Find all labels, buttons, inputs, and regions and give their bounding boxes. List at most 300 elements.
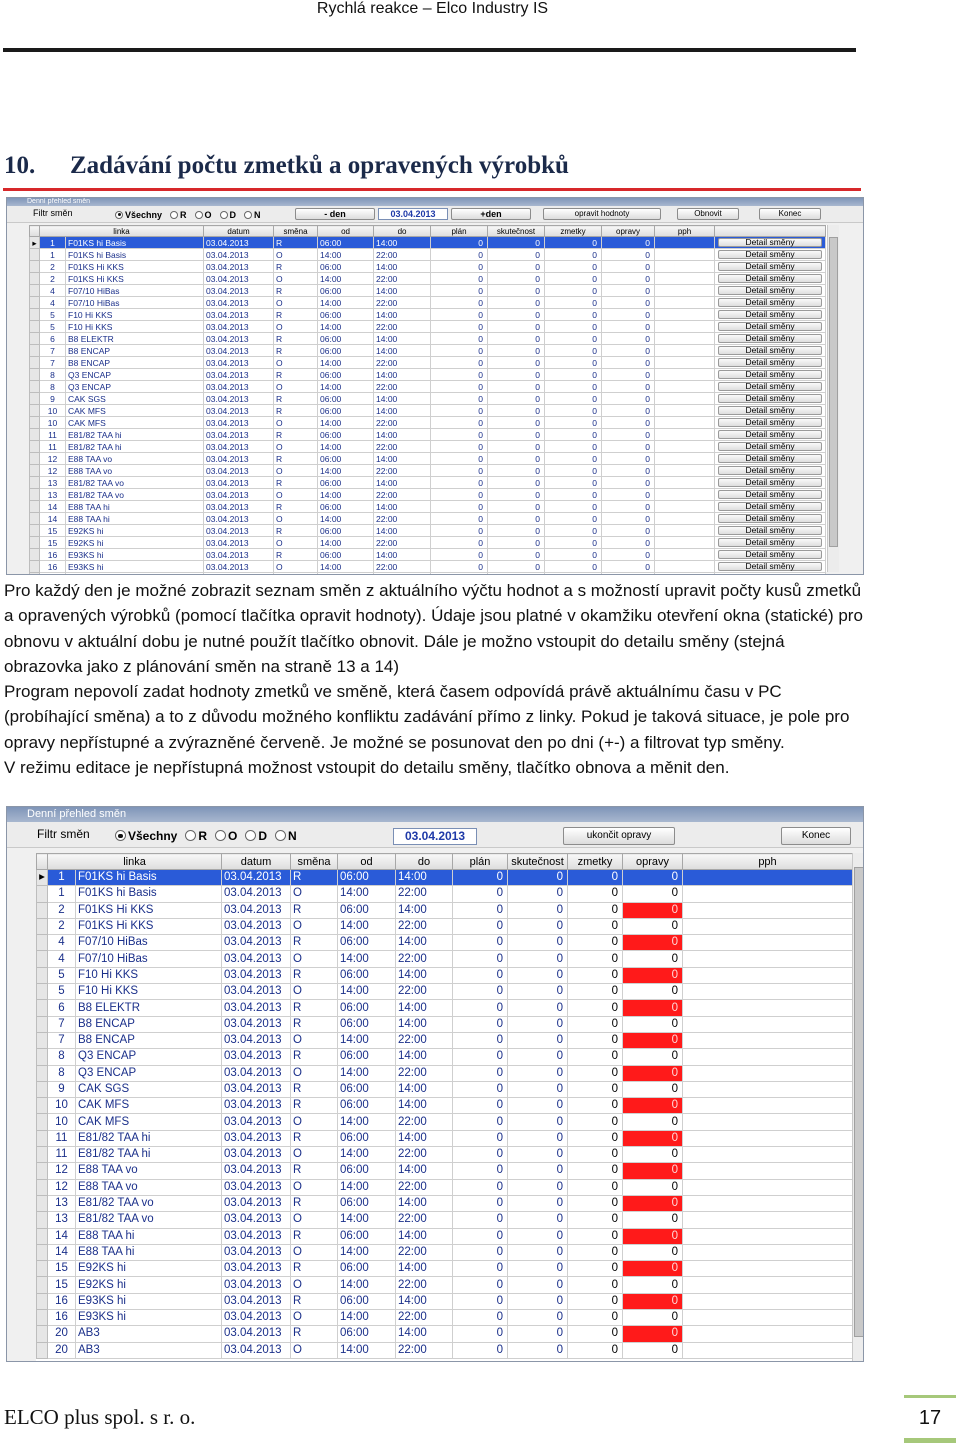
cell-opravy: 0 <box>602 261 655 273</box>
body-text <box>4 578 864 780</box>
cell-linka: E88 TAA vo <box>66 465 204 477</box>
row-indicator-header <box>30 226 40 237</box>
table-row[interactable] <box>37 1293 853 1309</box>
detail-button[interactable]: Detail směny <box>718 262 822 271</box>
radio-circle-icon <box>195 211 203 219</box>
cell-od: 14:00 <box>338 1212 396 1228</box>
cell-linka-no: 1 <box>48 870 76 886</box>
detail-button[interactable]: Detail směny <box>718 478 822 487</box>
scrap-input[interactable]: 0 <box>568 1130 623 1146</box>
cell-od: 06:00 <box>338 1130 396 1146</box>
cell-datum: 03.04.2013 <box>222 1098 291 1114</box>
column-header[interactable]: zmetky <box>545 226 602 237</box>
cell-datum: 03.04.2013 <box>222 935 291 951</box>
cell-do: 14:00 <box>396 1228 453 1244</box>
repairs-input-locked: 0 <box>623 1098 683 1114</box>
table-row[interactable] <box>30 537 826 549</box>
table-row[interactable] <box>30 333 826 345</box>
table-row[interactable] <box>30 297 826 309</box>
scrap-input[interactable]: 0 <box>568 1228 623 1244</box>
table-row[interactable] <box>37 984 853 1000</box>
table-row[interactable] <box>30 381 826 393</box>
table-row[interactable] <box>30 285 826 297</box>
cell-pph <box>683 1212 853 1228</box>
column-header[interactable]: pph <box>683 854 853 870</box>
cell-smena: R <box>274 405 318 417</box>
app-window-edit-mode <box>6 806 864 1362</box>
repairs-input[interactable]: 0 <box>623 1310 683 1326</box>
cell-pph <box>683 886 853 902</box>
detail-button[interactable]: Detail směny <box>718 298 822 307</box>
scrap-input[interactable]: 0 <box>568 902 623 918</box>
column-header[interactable]: od <box>338 854 396 870</box>
cell-linka: F10 Hi KKS <box>76 967 222 983</box>
scrap-input[interactable]: 0 <box>568 1244 623 1260</box>
table-row[interactable] <box>30 393 826 405</box>
column-header[interactable]: datum <box>222 854 291 870</box>
cell-pph <box>683 1244 853 1260</box>
column-header[interactable]: skutečnost <box>488 226 545 237</box>
table-row[interactable] <box>37 1244 853 1260</box>
cell-od: 06:00 <box>338 1098 396 1114</box>
repairs-input[interactable]: 0 <box>623 1342 683 1358</box>
cell-skutecnost: 0 <box>508 1261 568 1277</box>
cell-zmetky: 0 <box>545 297 602 309</box>
table-row[interactable] <box>37 1212 853 1228</box>
cell-datum: 03.04.2013 <box>222 1310 291 1326</box>
table-row[interactable] <box>37 1179 853 1195</box>
table-row[interactable] <box>37 1228 853 1244</box>
cell-od: 14:00 <box>318 441 374 453</box>
detail-button[interactable]: Detail směny <box>718 394 822 403</box>
radio-label: R <box>198 828 208 843</box>
table-row[interactable] <box>30 261 826 273</box>
cell-skutecnost: 0 <box>488 417 545 429</box>
table-row[interactable] <box>37 902 853 918</box>
scrap-input[interactable]: 0 <box>568 1098 623 1114</box>
scrap-input[interactable]: 0 <box>568 1081 623 1097</box>
scrap-input[interactable]: 0 <box>568 1261 623 1277</box>
cell-od: 06:00 <box>318 525 374 537</box>
table-row[interactable] <box>37 1081 853 1097</box>
scrap-input[interactable]: 0 <box>568 918 623 934</box>
column-header[interactable]: datum <box>204 226 274 237</box>
table-row[interactable] <box>37 918 853 934</box>
scrap-input[interactable]: 0 <box>568 1016 623 1032</box>
detail-button-cell <box>715 345 826 357</box>
radio-label: D <box>258 828 268 843</box>
repairs-input[interactable]: 0 <box>623 951 683 967</box>
next-day-button[interactable]: +den <box>451 208 531 220</box>
table-row[interactable] <box>37 1000 853 1016</box>
cell-zmetky: 0 <box>545 525 602 537</box>
table-row[interactable] <box>30 525 826 537</box>
edit-values-button[interactable]: opravit hodnoty <box>543 208 661 220</box>
scrap-input[interactable]: 0 <box>568 1163 623 1179</box>
cell-do: 22:00 <box>396 1147 453 1163</box>
row-indicator <box>30 249 40 261</box>
scrap-input[interactable]: 0 <box>568 1277 623 1293</box>
cell-smena: R <box>291 1130 338 1146</box>
cell-do: 14:00 <box>396 1293 453 1309</box>
scrap-input[interactable]: 0 <box>568 1114 623 1130</box>
scrap-input[interactable]: 0 <box>568 1000 623 1016</box>
detail-button[interactable]: Detail směny <box>718 538 822 547</box>
close-button[interactable]: Konec <box>781 827 851 845</box>
cell-plan: 0 <box>431 501 488 513</box>
cell-linka: F01KS hi Basis <box>66 237 204 249</box>
column-header[interactable]: směna <box>274 226 318 237</box>
cell-smena: R <box>291 1228 338 1244</box>
scrap-input[interactable]: 0 <box>568 1342 623 1358</box>
table-row[interactable] <box>37 1114 853 1130</box>
row-indicator <box>30 429 40 441</box>
column-header[interactable]: do <box>396 854 453 870</box>
column-header[interactable]: zmetky <box>568 854 623 870</box>
cell-skutecnost: 0 <box>488 333 545 345</box>
cell-linka: CAK MFS <box>66 417 204 429</box>
table-row[interactable] <box>37 1130 853 1146</box>
scrap-input[interactable]: 0 <box>568 1065 623 1081</box>
cell-linka: E92KS hi <box>66 537 204 549</box>
shift-filter-radio[interactable] <box>170 209 195 220</box>
cell-plan: 0 <box>453 1049 508 1065</box>
table-row[interactable] <box>30 549 826 561</box>
table-row[interactable] <box>37 870 853 886</box>
table-row[interactable] <box>30 321 826 333</box>
cell-smena: R <box>274 237 318 249</box>
radio-circle-icon <box>170 211 178 219</box>
date-field[interactable]: 03.04.2013 <box>378 208 448 220</box>
scrap-input[interactable]: 0 <box>568 951 623 967</box>
vertical-scrollbar[interactable] <box>852 853 864 1361</box>
cell-datum: 03.04.2013 <box>222 1277 291 1293</box>
repairs-input[interactable]: 0 <box>623 1179 683 1195</box>
shift-filter-radio[interactable] <box>115 209 170 220</box>
table-row[interactable] <box>37 1326 853 1342</box>
repairs-input[interactable]: 0 <box>623 984 683 1000</box>
scrap-input[interactable]: 0 <box>568 870 623 886</box>
table-row[interactable] <box>30 369 826 381</box>
repairs-input[interactable]: 0 <box>623 1244 683 1260</box>
detail-button[interactable]: Detail směny <box>718 358 822 367</box>
table-row[interactable] <box>37 1342 853 1358</box>
cell-pph <box>655 333 715 345</box>
column-header[interactable]: opravy <box>602 226 655 237</box>
detail-button[interactable]: Detail směny <box>718 286 822 295</box>
cell-linka-no: 4 <box>40 297 66 309</box>
column-header[interactable]: plán <box>431 226 488 237</box>
column-header[interactable]: opravy <box>623 854 683 870</box>
cell-od: 14:00 <box>318 513 374 525</box>
cell-do: 14:00 <box>374 285 431 297</box>
close-button[interactable]: Konec <box>759 208 821 220</box>
cell-linka-no: 20 <box>48 1342 76 1358</box>
scrap-input[interactable]: 0 <box>568 1147 623 1163</box>
detail-button[interactable]: Detail směny <box>718 502 822 511</box>
cell-plan: 0 <box>431 393 488 405</box>
cell-datum: 03.04.2013 <box>204 501 274 513</box>
detail-button[interactable]: Detail směny <box>718 562 822 571</box>
cell-skutecnost: 0 <box>508 935 568 951</box>
column-header[interactable]: do <box>374 226 431 237</box>
repairs-input[interactable]: 0 <box>623 1081 683 1097</box>
detail-button-cell <box>715 333 826 345</box>
cell-do: 14:00 <box>396 967 453 983</box>
cell-od: 06:00 <box>338 1000 396 1016</box>
detail-button[interactable]: Detail směny <box>718 310 822 319</box>
refresh-button[interactable]: Obnovit <box>677 208 739 220</box>
detail-button[interactable]: Detail směny <box>718 466 822 475</box>
scrap-input[interactable]: 0 <box>568 967 623 983</box>
table-row[interactable] <box>37 1261 853 1277</box>
column-header[interactable]: plán <box>453 854 508 870</box>
table-row[interactable] <box>37 1147 853 1163</box>
scrap-input[interactable]: 0 <box>568 1212 623 1228</box>
detail-button-cell <box>715 273 826 285</box>
table-row[interactable] <box>37 935 853 951</box>
repairs-input[interactable]: 0 <box>623 918 683 934</box>
scrap-input[interactable]: 0 <box>568 1049 623 1065</box>
table-row[interactable] <box>37 1277 853 1293</box>
cell-linka: Q3 ENCAP <box>76 1049 222 1065</box>
cell-smena: O <box>291 984 338 1000</box>
cell-od: 14:00 <box>338 918 396 934</box>
column-header[interactable]: linka <box>40 226 204 237</box>
cell-do: 22:00 <box>374 441 431 453</box>
row-indicator <box>30 453 40 465</box>
cell-datum: 03.04.2013 <box>204 417 274 429</box>
shift-filter-radio[interactable] <box>220 209 245 220</box>
cell-datum: 03.04.2013 <box>204 285 274 297</box>
finish-edit-button[interactable]: ukončit opravy <box>563 827 675 845</box>
shift-table <box>29 225 826 575</box>
detail-button[interactable]: Detail směny <box>718 274 822 283</box>
cell-plan: 0 <box>431 237 488 249</box>
cell-od: 14:00 <box>338 951 396 967</box>
detail-button[interactable] <box>718 574 822 575</box>
table-row[interactable] <box>37 1016 853 1032</box>
vertical-scrollbar[interactable] <box>827 225 839 572</box>
row-indicator <box>37 1000 48 1016</box>
shift-filter-radio[interactable] <box>245 828 275 843</box>
cell-skutecnost: 0 <box>488 321 545 333</box>
cell-linka-no: 12 <box>40 453 66 465</box>
cell-linka-no: 11 <box>40 429 66 441</box>
scrap-input[interactable]: 0 <box>568 1195 623 1211</box>
detail-button[interactable]: Detail směny <box>718 490 822 499</box>
cell-od: 06:00 <box>338 1049 396 1065</box>
scrap-input[interactable]: 0 <box>568 1293 623 1309</box>
shift-grid <box>36 853 864 1361</box>
cell-skutecnost: 0 <box>488 369 545 381</box>
table-row[interactable] <box>30 561 826 573</box>
detail-button[interactable]: Detail směny <box>718 346 822 355</box>
cell-linka-no: 5 <box>40 321 66 333</box>
repairs-input[interactable]: 0 <box>623 1114 683 1130</box>
cell-smena: R <box>274 369 318 381</box>
table-row[interactable] <box>37 1195 853 1211</box>
cell-od: 06:00 <box>338 1326 396 1342</box>
table-row[interactable] <box>30 573 826 576</box>
cell-pph <box>655 441 715 453</box>
table-row[interactable] <box>30 513 826 525</box>
repairs-input[interactable]: 0 <box>623 1277 683 1293</box>
radio-label: D <box>229 209 237 220</box>
cell-pph <box>655 489 715 501</box>
paragraph-1: Pro každý den je možné zobrazit seznam směn z aktuálního výčtu hodnot a s možností upravit počty kusů zmetků a opravených výrobků (pomocí tlačítka opravit hodnoty). Údaje jsou platné v okamžiku otevření okna (statické) pro obnovu v aktuální dobu je nutné použít tlačítko obnovit. Dále je možno vstoupit do detailu směny (stejná obrazovka jako z plánování směn na straně 13 a 14) <box>4 581 863 676</box>
row-indicator-header <box>37 854 48 870</box>
cell-od: 14:00 <box>318 321 374 333</box>
cell-pph <box>683 935 853 951</box>
table-row[interactable] <box>37 1163 853 1179</box>
cell-smena: R <box>291 1049 338 1065</box>
row-indicator <box>30 297 40 309</box>
cell-plan: 0 <box>431 297 488 309</box>
table-row[interactable] <box>30 309 826 321</box>
table-row[interactable] <box>30 273 826 285</box>
table-row[interactable] <box>30 453 826 465</box>
cell-linka: E93KS hi <box>66 561 204 573</box>
cell-smena: R <box>291 1098 338 1114</box>
detail-button[interactable]: Detail směny <box>718 382 822 391</box>
title-rule <box>3 188 861 191</box>
detail-button[interactable]: Detail směny <box>718 322 822 331</box>
cell-plan: 0 <box>431 429 488 441</box>
detail-button[interactable]: Detail směny <box>718 418 822 427</box>
cell-od: 06:00 <box>338 1293 396 1309</box>
cell-opravy: 0 <box>602 345 655 357</box>
shift-filter-radio[interactable] <box>185 828 215 843</box>
column-header[interactable]: linka <box>48 854 222 870</box>
repairs-input[interactable]: 0 <box>623 886 683 902</box>
table-row[interactable] <box>30 249 826 261</box>
detail-button[interactable]: Detail směny <box>718 454 822 463</box>
table-row[interactable] <box>37 1049 853 1065</box>
detail-button[interactable]: Detail směny <box>718 526 822 535</box>
cell-opravy: 0 <box>602 465 655 477</box>
shift-filter-radio[interactable] <box>215 828 245 843</box>
current-row-arrow-icon: ▸ <box>30 237 40 249</box>
table-row[interactable] <box>30 405 826 417</box>
cell-datum: 03.04.2013 <box>222 1326 291 1342</box>
cell-smena: R <box>291 1081 338 1097</box>
shift-filter-radio[interactable] <box>115 828 185 843</box>
table-row[interactable] <box>30 441 826 453</box>
radio-circle-icon <box>244 211 252 219</box>
table-row[interactable] <box>37 1065 853 1081</box>
table-row[interactable] <box>30 477 826 489</box>
column-header[interactable]: směna <box>291 854 338 870</box>
detail-button[interactable]: Detail směny <box>718 442 822 451</box>
radio-circle-icon <box>275 830 286 841</box>
cell-linka: E81/82 TAA vo <box>66 489 204 501</box>
cell-linka-no: 12 <box>48 1163 76 1179</box>
table-row[interactable] <box>30 345 826 357</box>
cell-smena: O <box>274 273 318 285</box>
repairs-input-locked: 0 <box>623 935 683 951</box>
table-row[interactable] <box>30 417 826 429</box>
cell-smena: R <box>274 549 318 561</box>
row-indicator <box>37 1228 48 1244</box>
repairs-input[interactable]: 0 <box>623 1147 683 1163</box>
shift-filter-radio[interactable] <box>195 209 220 220</box>
detail-button[interactable]: Detail směny <box>718 406 822 415</box>
cell-linka-no: 13 <box>48 1195 76 1211</box>
detail-button[interactable]: Detail směny <box>718 370 822 379</box>
table-row[interactable] <box>37 886 853 902</box>
cell-linka-no: 2 <box>40 273 66 285</box>
detail-button[interactable]: Detail směny <box>718 334 822 343</box>
row-indicator <box>30 273 40 285</box>
table-row[interactable] <box>37 1310 853 1326</box>
table-row[interactable] <box>37 951 853 967</box>
detail-button[interactable]: Detail směny <box>718 250 822 259</box>
table-row[interactable] <box>30 237 826 249</box>
table-row[interactable] <box>37 1032 853 1048</box>
cell-pph <box>683 902 853 918</box>
column-header[interactable]: od <box>318 226 374 237</box>
scrap-input[interactable]: 0 <box>568 935 623 951</box>
repairs-input[interactable]: 0 <box>623 1049 683 1065</box>
column-header[interactable]: pph <box>655 226 715 237</box>
prev-day-button[interactable]: - den <box>295 208 375 220</box>
cell-pph <box>683 1081 853 1097</box>
radio-label: O <box>204 209 212 220</box>
scrap-input[interactable]: 0 <box>568 1032 623 1048</box>
table-row[interactable] <box>30 501 826 513</box>
cell-plan: 0 <box>453 951 508 967</box>
cell-od: 06:00 <box>338 1081 396 1097</box>
cell-plan: 0 <box>453 1016 508 1032</box>
cell-do: 14:00 <box>396 935 453 951</box>
table-row[interactable] <box>37 967 853 983</box>
detail-button[interactable]: Detail směny <box>718 238 822 247</box>
cell-linka-no: 2 <box>48 918 76 934</box>
page-number: 17 <box>904 1395 956 1443</box>
repairs-input[interactable]: 0 <box>623 1016 683 1032</box>
repairs-input[interactable]: 0 <box>623 1212 683 1228</box>
cell-linka: F07/10 HiBas <box>66 285 204 297</box>
scrap-input[interactable]: 0 <box>568 886 623 902</box>
detail-button[interactable]: Detail směny <box>718 514 822 523</box>
scrap-input[interactable]: 0 <box>568 1310 623 1326</box>
scrap-input[interactable]: 0 <box>568 1326 623 1342</box>
cell-do: 22:00 <box>374 513 431 525</box>
cell-linka: E93KS hi <box>76 1310 222 1326</box>
cell-smena: R <box>291 902 338 918</box>
detail-button[interactable]: Detail směny <box>718 430 822 439</box>
cell-linka-no: 8 <box>40 381 66 393</box>
shift-filter-radio[interactable] <box>244 209 269 220</box>
table-row[interactable] <box>30 429 826 441</box>
table-row[interactable] <box>37 1098 853 1114</box>
cell-skutecnost: 0 <box>508 886 568 902</box>
row-indicator <box>37 935 48 951</box>
table-row[interactable] <box>30 465 826 477</box>
table-row[interactable] <box>30 489 826 501</box>
shift-filter-radio[interactable] <box>275 828 305 843</box>
detail-button[interactable]: Detail směny <box>718 550 822 559</box>
cell-od: 06:00 <box>318 369 374 381</box>
scrap-input[interactable]: 0 <box>568 1179 623 1195</box>
detail-button-cell <box>715 309 826 321</box>
cell-do: 14:00 <box>396 1016 453 1032</box>
cell-pph <box>683 1032 853 1048</box>
scrap-input[interactable]: 0 <box>568 984 623 1000</box>
table-row[interactable] <box>30 357 826 369</box>
column-header[interactable]: skutečnost <box>508 854 568 870</box>
